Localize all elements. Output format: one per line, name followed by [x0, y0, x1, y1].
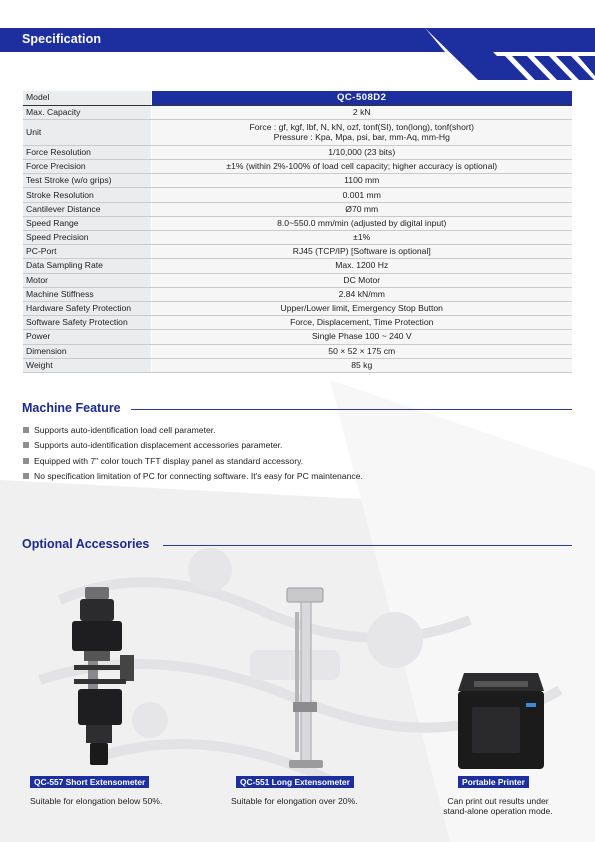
square-bullet-icon: [23, 427, 29, 433]
list-item: [23, 438, 363, 454]
list-item: [23, 422, 363, 438]
spec-key: Speed Precision: [23, 231, 151, 245]
spec-value: 1/10,000 (23 bits): [151, 145, 572, 159]
spec-key: Model: [23, 91, 151, 105]
table-row: [23, 160, 572, 174]
accessory-desc: Suitable for elongation below 50%.: [30, 796, 163, 806]
spec-key: Cantilever Distance: [23, 202, 151, 216]
optional-accessories-title: Optional Accessories: [22, 537, 150, 551]
spec-key: Unit: [23, 119, 151, 145]
table-row: [23, 145, 572, 159]
spec-key: Weight: [23, 358, 151, 372]
feature-text: Supports auto-identification load cell parameter.: [34, 424, 216, 435]
spec-value: Force, Displacement, Time Protection: [151, 316, 572, 330]
spec-key: Data Sampling Rate: [23, 259, 151, 273]
spec-key: Power: [23, 330, 151, 344]
table-row: [23, 273, 572, 287]
section-divider: [163, 545, 572, 546]
table-row: [23, 245, 572, 259]
table-row: [23, 301, 572, 315]
square-bullet-icon: [23, 442, 29, 448]
accessory-desc: [428, 797, 568, 817]
spec-value: 0.001 mm: [151, 188, 572, 202]
spec-key: Software Safety Protection: [23, 316, 151, 330]
section-divider: [131, 409, 572, 410]
feature-text: Equipped with 7" color touch TFT display panel as standard accessory.: [34, 455, 304, 466]
spec-key: Test Stroke (w/o grips): [23, 174, 151, 188]
spec-key: PC-Port: [23, 245, 151, 259]
spec-value: 1100 mm: [151, 174, 572, 188]
spec-value: Ø70 mm: [151, 202, 572, 216]
square-bullet-icon: [23, 473, 29, 479]
table-row: [23, 316, 572, 330]
spec-value-line: Force : gf, kgf, lbf, N, kN, ozf, tonf(SI), ton(long), tonf(short): [249, 122, 474, 133]
table-row: [23, 259, 572, 273]
spec-key: Motor: [23, 273, 151, 287]
table-row: [23, 188, 572, 202]
table-row: [23, 174, 572, 188]
feature-text: Supports auto-identification displacement accessories parameter.: [34, 440, 283, 451]
spec-value: 2.84 kN/mm: [151, 287, 572, 301]
spec-value: ±1% (within 2%-100% of load cell capacity; higher accuracy is optional): [151, 160, 572, 174]
spec-value: 85 kg: [151, 358, 572, 372]
table-row: [23, 358, 572, 372]
table-row: [23, 287, 572, 301]
spec-key: Speed Range: [23, 216, 151, 230]
feature-text: No specification limitation of PC for connecting software. It's easy for PC maintenance.: [34, 471, 363, 482]
spec-value: 50 × 52 × 175 cm: [151, 344, 572, 358]
short-extensometer-image: [60, 585, 150, 773]
accessory-label-portable-printer: Portable Printer: [458, 776, 529, 788]
spec-value: Max. 1200 Hz: [151, 259, 572, 273]
spec-value: 2 kN: [151, 105, 572, 119]
feature-list: [23, 422, 363, 484]
table-row: [23, 105, 572, 119]
spec-value: ±1%: [151, 231, 572, 245]
accessory-desc-line: stand-alone operation mode.: [443, 805, 553, 816]
spec-value: DC Motor: [151, 273, 572, 287]
spec-key: Force Resolution: [23, 145, 151, 159]
page-title: Specification: [22, 32, 102, 46]
spec-key: Dimension: [23, 344, 151, 358]
spec-value: [151, 119, 572, 145]
table-row: [23, 330, 572, 344]
spec-value-line: Pressure : Kpa, Mpa, psi, bar, mm-Aq, mm-Hg: [273, 132, 450, 143]
table-row: [23, 91, 572, 105]
list-item: [23, 469, 363, 485]
spec-value: Upper/Lower limit, Emergency Stop Button: [151, 301, 572, 315]
spec-table: [23, 91, 572, 373]
accessory-label-short-extensometer: QC-557 Short Extensometer: [30, 776, 149, 788]
spec-value: Single Phase 100 ~ 240 V: [151, 330, 572, 344]
table-row: [23, 344, 572, 358]
spec-value: 8.0~550.0 mm/min (adjusted by digital input): [151, 216, 572, 230]
spec-key: Machine Stiffness: [23, 287, 151, 301]
accessory-desc: Suitable for elongation over 20%.: [231, 796, 358, 806]
spec-key: Hardware Safety Protection: [23, 301, 151, 315]
accessory-desc-line: Can print out results under: [447, 796, 549, 806]
table-row: [23, 231, 572, 245]
machine-feature-title: Machine Feature: [22, 401, 121, 415]
table-row: [23, 216, 572, 230]
spec-key: Force Precision: [23, 160, 151, 174]
spec-key: Stroke Resolution: [23, 188, 151, 202]
long-extensometer-image: [283, 582, 328, 772]
spec-value: RJ45 (TCP/IP) [Software is optional]: [151, 245, 572, 259]
table-row: [23, 119, 572, 145]
square-bullet-icon: [23, 458, 29, 464]
printer-image: [454, 663, 548, 773]
spec-key: Max. Capacity: [23, 105, 151, 119]
spec-value-model: QC-508D2: [151, 91, 572, 105]
accessory-label-long-extensometer: QC-551 Long Extensometer: [236, 776, 354, 788]
list-item: [23, 453, 363, 469]
table-row: [23, 202, 572, 216]
